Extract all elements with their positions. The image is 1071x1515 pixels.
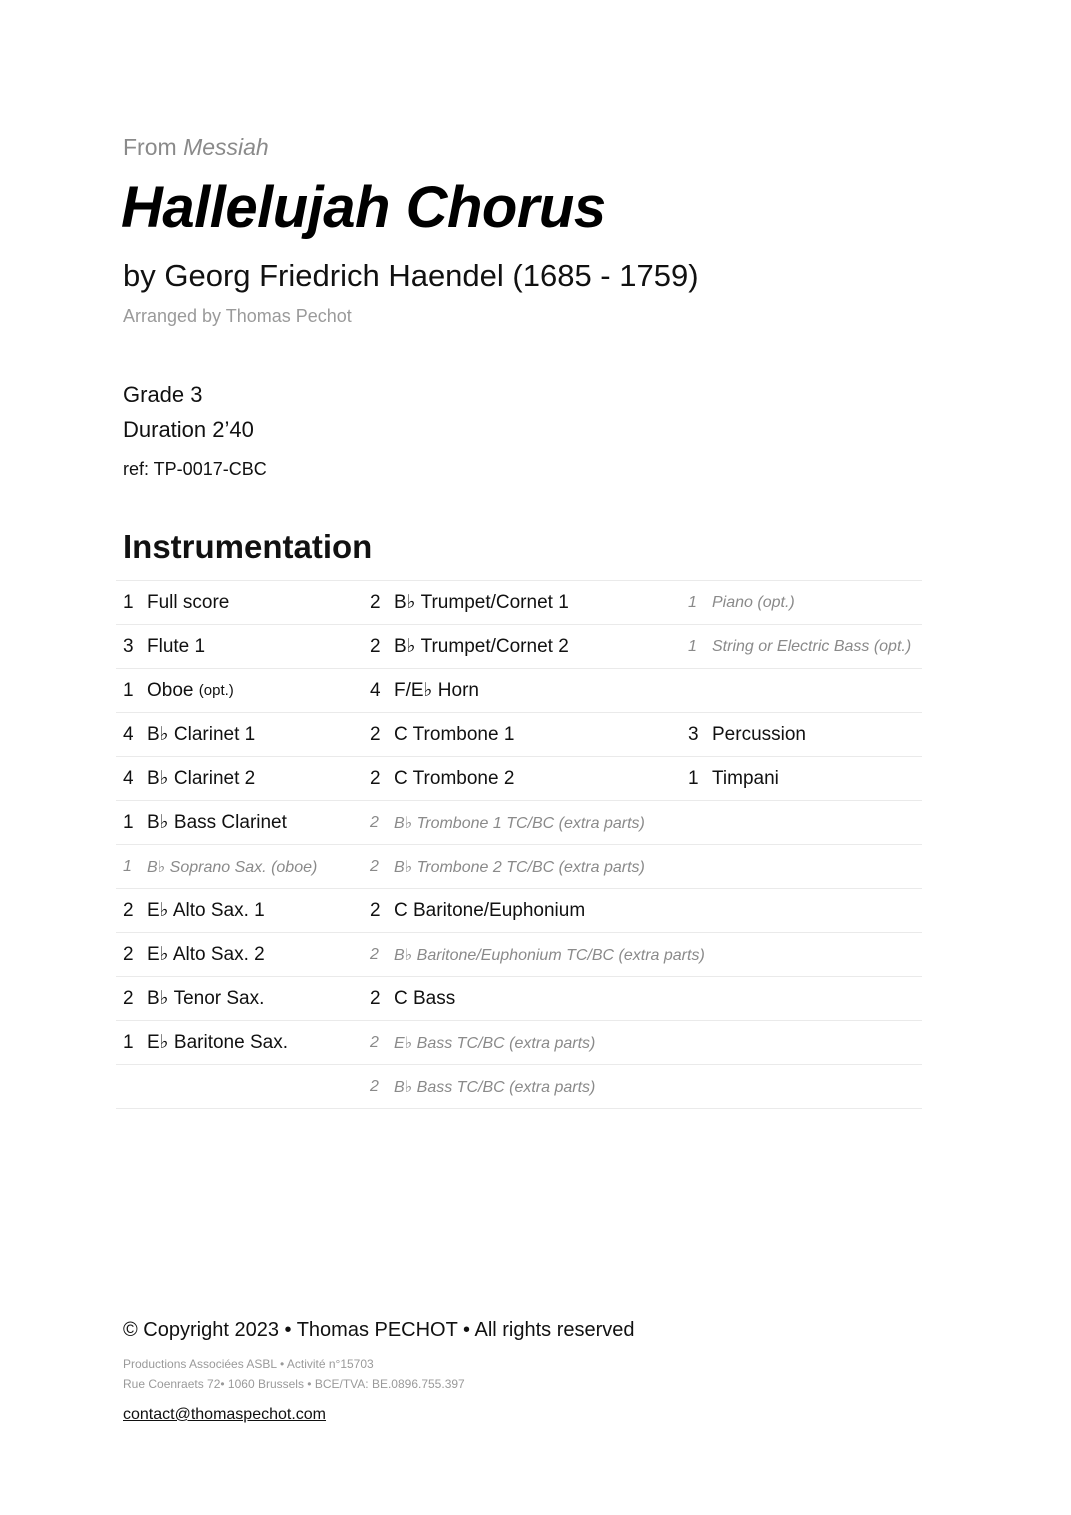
instrument-entry: [370, 1021, 595, 1064]
instrumentation-row: [116, 1021, 922, 1065]
instrument-name: B♭ Trumpet/Cornet 1: [394, 592, 569, 613]
composer-line: by Georg Friedrich Haendel (1685 - 1759): [123, 258, 699, 293]
instrument-quantity: 3: [688, 723, 699, 745]
instrument-name: B♭ Tenor Sax.: [147, 988, 265, 1009]
instrumentation-row: [116, 933, 922, 977]
instrument-note: (opt.): [198, 682, 234, 699]
instrument-quantity: 4: [123, 723, 134, 745]
instrument-quantity: 2: [123, 943, 134, 965]
instrument-entry: [123, 977, 264, 1020]
instrument-quantity: 1: [123, 857, 132, 875]
instrument-entry: [123, 889, 265, 932]
instrumentation-row: [116, 889, 922, 933]
source-work-line: [123, 134, 269, 161]
instrument-name: E♭ Alto Sax. 2: [147, 944, 265, 965]
instrument-entry: [370, 1065, 595, 1108]
instrument-quantity: 2: [370, 591, 381, 613]
instrument-quantity: 2: [370, 767, 381, 789]
instrument-entry: [370, 801, 645, 844]
instrument-name: F/E♭ Horn: [394, 680, 479, 701]
instrument-name: E♭ Bass TC/BC (extra parts): [394, 1034, 596, 1052]
instrument-quantity: 2: [123, 899, 134, 921]
instrument-entry: [123, 801, 287, 844]
instrument-quantity: 2: [370, 635, 381, 657]
instrument-quantity: 2: [370, 1033, 379, 1051]
duration-label: Duration 2’40: [123, 417, 254, 442]
instrument-entry: [123, 845, 317, 888]
instrument-quantity: 2: [370, 723, 381, 745]
instrument-entry: [123, 625, 205, 668]
instrument-name: C Bass: [394, 987, 456, 1009]
from-prefix: From: [123, 134, 177, 160]
contact-email-link[interactable]: contact@thomaspechot.com: [123, 1406, 327, 1423]
instrumentation-row: [116, 713, 922, 757]
instrumentation-row: [116, 845, 922, 889]
instrument-name: B♭ Trumpet/Cornet 2: [394, 636, 569, 657]
instrument-quantity: 1: [123, 1031, 134, 1053]
instrument-name: Full score: [147, 591, 230, 613]
instrumentation-table: [116, 580, 922, 1109]
instrument-quantity: 4: [370, 679, 381, 701]
instrument-entry: [123, 581, 229, 624]
instrument-entry: [370, 581, 569, 624]
instrument-quantity: 4: [123, 767, 134, 789]
arranger-line: Arranged by Thomas Pechot: [123, 306, 352, 326]
instrumentation-row: [116, 801, 922, 845]
instrument-name: Percussion: [712, 723, 806, 745]
instrument-quantity: 2: [370, 899, 381, 921]
piece-title: Hallelujah Chorus: [121, 175, 606, 240]
instrument-name: B♭ Clarinet 2: [147, 768, 256, 789]
instrumentation-heading: Instrumentation: [123, 528, 373, 565]
source-work-title: Messiah: [183, 134, 269, 160]
instrument-quantity: 1: [123, 591, 134, 613]
instrument-name: String or Electric Bass (opt.): [712, 637, 912, 655]
instrument-entry: [123, 933, 265, 976]
instrument-entry: [370, 757, 514, 800]
instrument-name: E♭ Baritone Sax.: [147, 1032, 288, 1053]
instrument-name: C Trombone 1: [394, 723, 515, 745]
instrument-entry: [370, 713, 514, 756]
instrumentation-row: [116, 757, 922, 801]
instrument-quantity: 1: [123, 679, 134, 701]
instrument-entry: [688, 757, 779, 800]
instrument-entry: [370, 933, 705, 976]
instrument-name: Oboe: [147, 679, 194, 701]
instrumentation-row: [116, 669, 922, 713]
instrument-quantity: 1: [688, 637, 697, 655]
instrument-name: B♭ Bass Clarinet: [147, 812, 287, 833]
instrument-entry: [370, 625, 569, 668]
instrument-entry: [370, 669, 479, 712]
instrument-entry: [688, 625, 911, 668]
instrument-name: C Trombone 2: [394, 767, 515, 789]
instrument-name: B♭ Trombone 1 TC/BC (extra parts): [394, 814, 645, 832]
instrument-name: Timpani: [712, 767, 779, 789]
instrument-entry: [123, 669, 234, 712]
instrumentation-row: [116, 581, 922, 625]
instrument-name: B♭ Soprano Sax. (oboe): [147, 858, 318, 876]
instrument-quantity: 2: [370, 857, 379, 875]
instrument-entry: [370, 845, 645, 888]
instrument-entry: [370, 889, 585, 932]
instrument-quantity: 1: [123, 811, 134, 833]
instrument-quantity: 2: [123, 987, 134, 1009]
instrument-entry: [123, 713, 255, 756]
instrument-entry: [370, 977, 455, 1020]
publisher-address-line-2: Rue Coenraets 72• 1060 Brussels • BCE/TVA: BE.0896.755.397: [123, 1377, 465, 1391]
instrument-name: B♭ Clarinet 1: [147, 724, 256, 745]
copyright-line: © Copyright 2023 • Thomas PECHOT • All rights reserved: [123, 1319, 635, 1341]
instrumentation-row: [116, 1065, 922, 1109]
publisher-address-line-1: Productions Associées ASBL • Activité n°15703: [123, 1357, 374, 1371]
instrument-quantity: 2: [370, 1077, 379, 1095]
instrument-name: E♭ Alto Sax. 1: [147, 900, 265, 921]
instrument-entry: [688, 581, 795, 624]
instrument-entry: [688, 713, 806, 756]
instrument-name: C Baritone/Euphonium: [394, 899, 586, 921]
instrument-entry: [123, 1021, 288, 1064]
instrument-quantity: 2: [370, 987, 381, 1009]
instrument-name: B♭ Baritone/Euphonium TC/BC (extra parts): [394, 946, 705, 964]
instrument-entry: [123, 757, 255, 800]
grade-label: Grade 3: [123, 382, 203, 407]
instrumentation-row: [116, 977, 922, 1021]
instrument-name: B♭ Trombone 2 TC/BC (extra parts): [394, 858, 645, 876]
instrument-name: Flute 1: [147, 635, 206, 657]
instrument-quantity: 1: [688, 767, 699, 789]
instrumentation-row: [116, 625, 922, 669]
instrument-name: Piano (opt.): [712, 593, 795, 611]
instrument-quantity: 3: [123, 635, 134, 657]
reference-code: ref: TP-0017-CBC: [123, 459, 267, 479]
instrument-quantity: 2: [370, 813, 379, 831]
instrument-name: B♭ Bass TC/BC (extra parts): [394, 1078, 596, 1096]
instrument-quantity: 2: [370, 945, 379, 963]
instrument-quantity: 1: [688, 593, 697, 611]
